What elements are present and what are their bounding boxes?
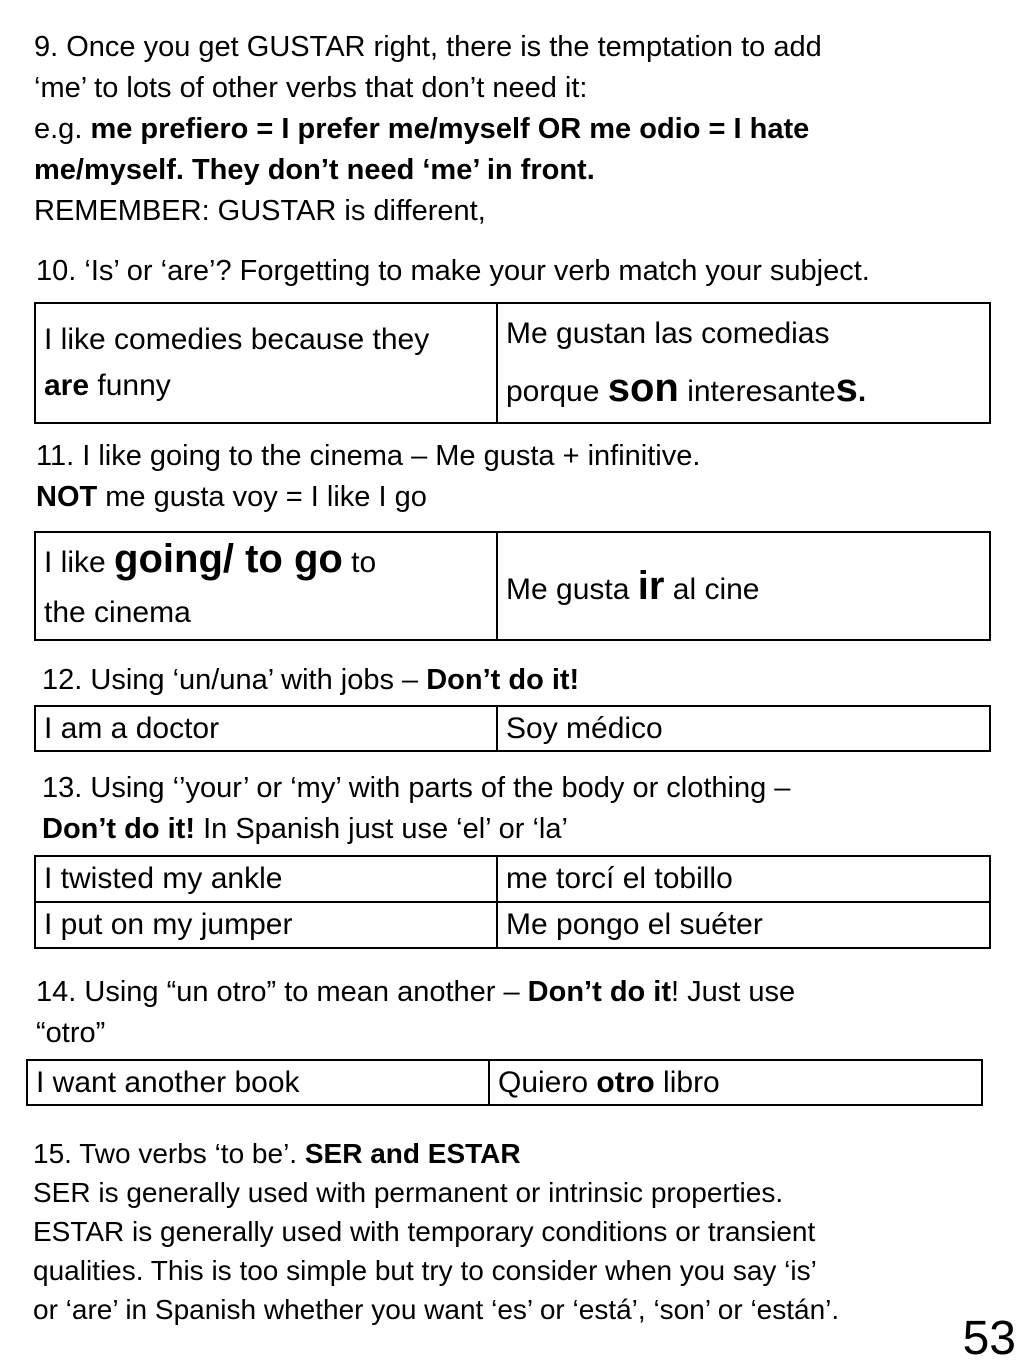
tip-12-english: I am a doctor bbox=[35, 706, 497, 751]
tip-14-heading: 14. Using “un otro” to mean another – Don’t do it! Just use “otro” bbox=[36, 976, 796, 1049]
tip-9-line2: ‘me’ to lots of other verbs that don’t need it: bbox=[34, 72, 588, 104]
tip-14-spanish: Quiero otro libro bbox=[489, 1060, 982, 1105]
tip-10-heading: 10. ‘Is’ or ‘are’? Forgetting to make your verb match your subject. bbox=[36, 255, 870, 287]
tip-12-table bbox=[34, 705, 991, 752]
tip-13-row1-english: I twisted my ankle bbox=[35, 856, 497, 902]
tip-15-line1: SER is generally used with permanent or intrinsic properties. bbox=[33, 1177, 784, 1208]
tip-13-table bbox=[34, 855, 991, 949]
tip-13-heading: 13. Using ‘’your’ or ‘my’ with parts of the body or clothing – Don’t do it! In Spanish just use ‘el’ or ‘la’ bbox=[42, 772, 791, 845]
tip-9 bbox=[34, 27, 1014, 232]
table-row bbox=[27, 1060, 982, 1105]
tip-12-spanish: Soy médico bbox=[497, 706, 990, 751]
table-row bbox=[35, 706, 990, 751]
table-row bbox=[35, 303, 990, 423]
tip-13-row1-spanish: me torcí el tobillo bbox=[497, 856, 990, 902]
tip-15 bbox=[33, 1134, 973, 1329]
tip-10-english: I like comedies because they are funny bbox=[35, 303, 497, 423]
tip-10-spanish: Me gustan las comedias porque son interesantes. bbox=[497, 303, 990, 423]
tip-9-example-1: e.g. me prefiero = I prefer me/myself OR me odio = I hate bbox=[34, 113, 810, 145]
tip-11-english: I like going/ to go to the cinema bbox=[35, 532, 497, 640]
tip-11-heading: 11. I like going to the cinema – Me gusta + infinitive. NOT me gusta voy = I like I go bbox=[36, 440, 701, 513]
table-row bbox=[35, 902, 990, 948]
tip-14-table bbox=[26, 1059, 983, 1106]
tip-13-row2-english: I put on my jumper bbox=[35, 902, 497, 948]
table-row bbox=[35, 856, 990, 902]
tip-9-example-2: me/myself. They don’t need ‘me’ in front. bbox=[34, 154, 595, 186]
tip-15-line3: qualities. This is too simple but try to consider when you say ‘is’ bbox=[33, 1255, 817, 1286]
tip-11-spanish: Me gusta ir al cine bbox=[497, 532, 990, 640]
tip-14-english: I want another book bbox=[27, 1060, 489, 1105]
page-number: 53 bbox=[962, 1312, 1016, 1365]
tip-15-line2: ESTAR is generally used with temporary conditions or transient bbox=[33, 1216, 816, 1247]
table-row bbox=[35, 532, 990, 640]
tip-13-row2-spanish: Me pongo el suéter bbox=[497, 902, 990, 948]
tip-12-heading: 12. Using ‘un/una’ with jobs – Don’t do it! bbox=[42, 664, 580, 696]
tip-9-line1: 9. Once you get GUSTAR right, there is the temptation to add bbox=[34, 31, 822, 63]
tip-10-table bbox=[34, 302, 991, 424]
tip-15-heading: 15. Two verbs ‘to be’. SER and ESTAR bbox=[33, 1138, 521, 1169]
tip-11-table bbox=[34, 531, 991, 641]
tip-15-line4: or ‘are’ in Spanish whether you want ‘es’ or ‘está’, ‘son’ or ‘están’. bbox=[33, 1294, 840, 1325]
tip-9-remember: REMEMBER: GUSTAR is different, bbox=[34, 195, 486, 227]
